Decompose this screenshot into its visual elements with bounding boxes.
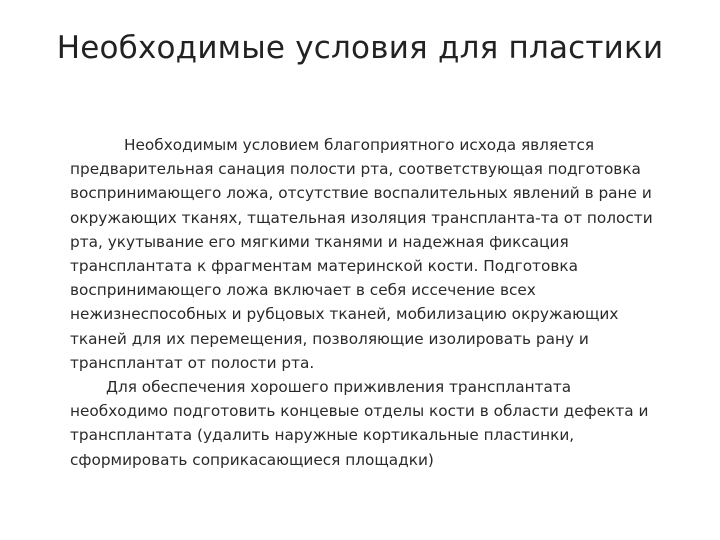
paragraph-2 bbox=[70, 375, 686, 472]
slide-body bbox=[70, 133, 686, 472]
text-line: необходимо подготовить концевые отделы кости в области дефекта и bbox=[70, 402, 649, 421]
text-line: сформировать соприкасающиеся площадки) bbox=[70, 450, 434, 469]
text-line: трансплантат от полости рта. bbox=[70, 353, 315, 372]
text-line: Для обеспечения хорошего приживления трансплантата bbox=[106, 378, 572, 397]
text-line: окружающих тканях, тщательная изоляция транспланта-та от полости bbox=[70, 208, 653, 227]
text-line: нежизнеспособных и рубцовых тканей, мобилизацию окружающих bbox=[70, 305, 619, 324]
text-line: воспринимающего ложа, отсутствие воспалительных явлений в ране и bbox=[70, 184, 652, 203]
text-line: Необходимым условием благоприятного исхода является bbox=[124, 136, 595, 154]
text-line: воспринимающего ложа включает в себя иссечение всех bbox=[70, 281, 536, 300]
slide-title: Необходимые условия для пластики bbox=[56, 30, 664, 66]
paragraph-1 bbox=[70, 133, 686, 375]
text-line: трансплантата (удалить наружные кортикальные пластинки, bbox=[70, 426, 575, 445]
text-line: тканей для их перемещения, позволяющие изолировать рану и bbox=[70, 329, 589, 348]
text-line: рта, укутывание его мягкими тканями и надежная фиксация bbox=[70, 232, 569, 251]
text-line: трансплантата к фрагментам материнской кости. Подготовка bbox=[70, 257, 578, 276]
text-line: предварительная санация полости рта, соответствующая подготовка bbox=[70, 160, 641, 179]
